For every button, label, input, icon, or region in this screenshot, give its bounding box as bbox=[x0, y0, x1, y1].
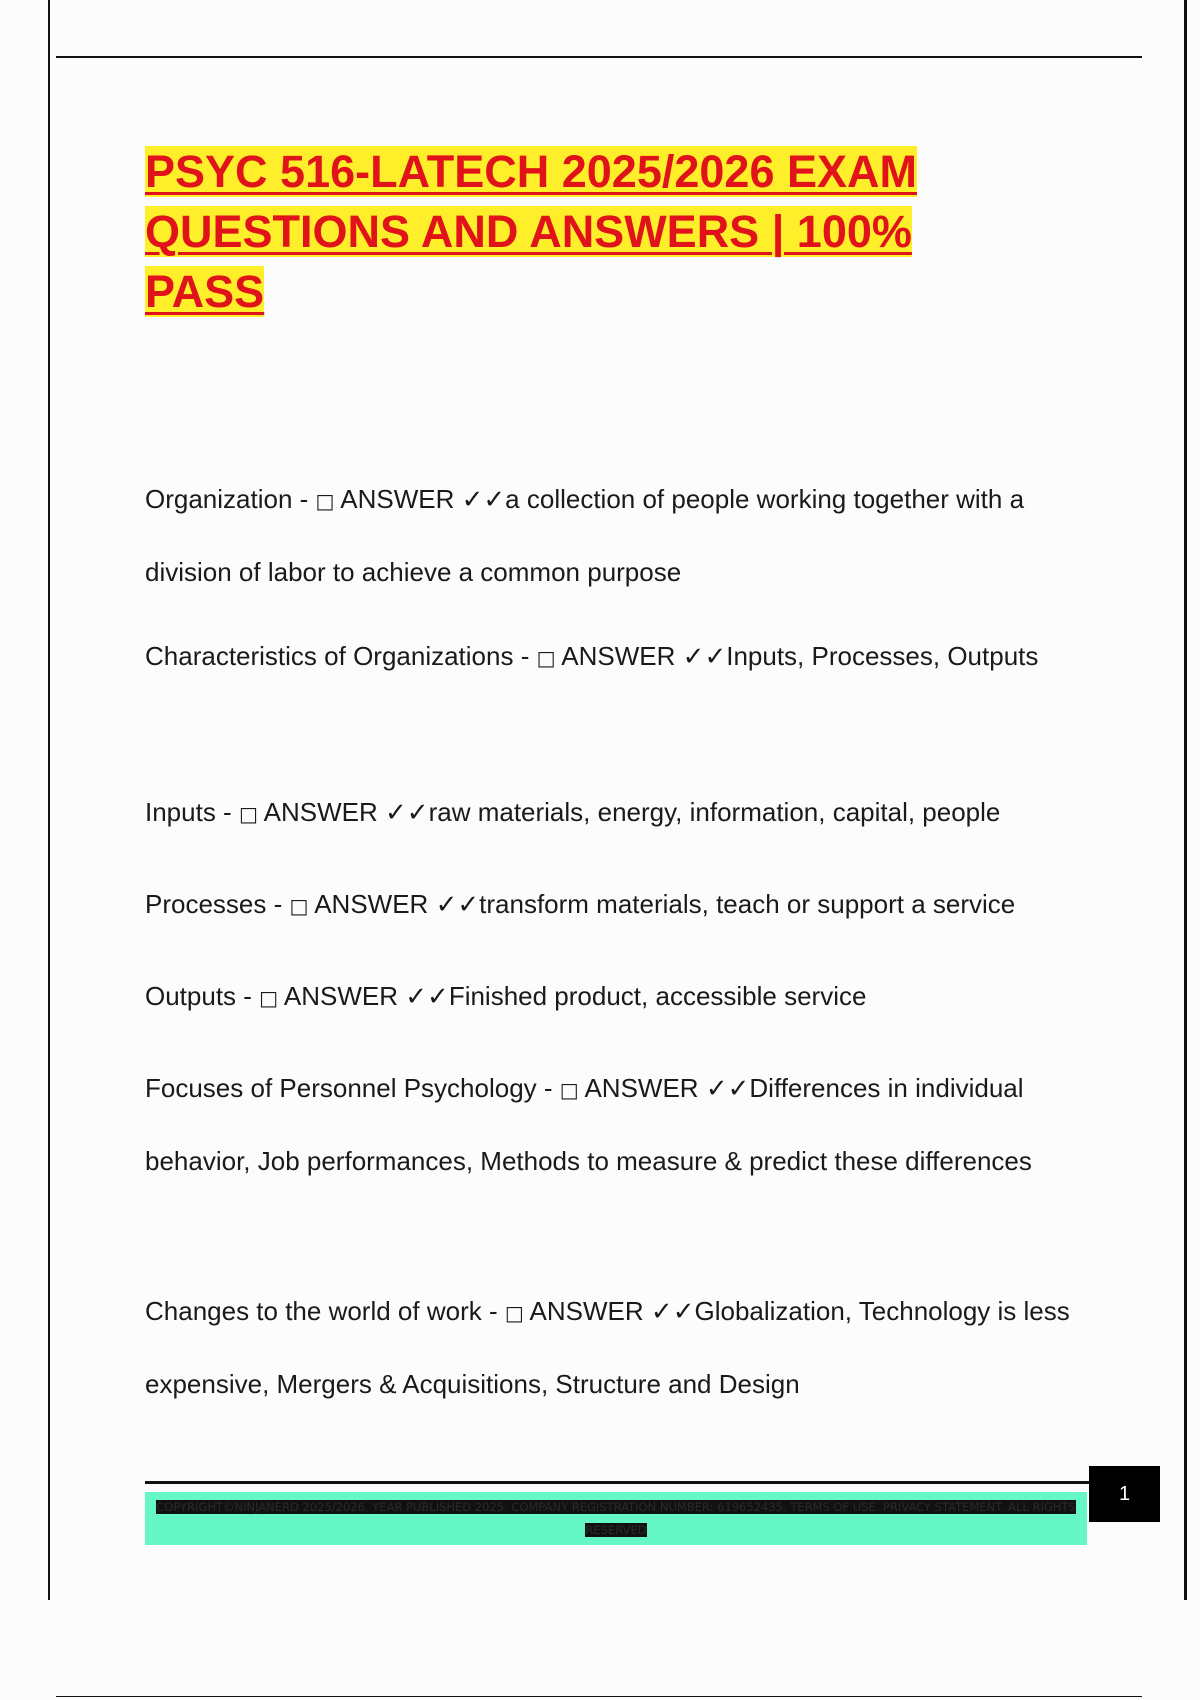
qa-entry: Changes to the world of work - □ ANSWER ✓✓Globalization, Technology is less expensive, Mergers & Acquisitions, Structure and Design bbox=[145, 1296, 1070, 1399]
answer-marker-icon: □ bbox=[504, 1301, 524, 1325]
qa-entry: Focuses of Personnel Psychology - □ ANSWER ✓✓Differences in individual behavior, Job performances, Methods to measure & predict these differences bbox=[145, 1073, 1032, 1176]
title-line-1: PSYC 516-LATECH 2025/2026 EXAM bbox=[145, 146, 917, 197]
qa-term: Outputs bbox=[145, 981, 237, 1011]
qa-entry: Processes - □ ANSWER ✓✓transform materials, teach or support a service bbox=[145, 889, 1016, 920]
double-check-icon: ✓✓ bbox=[705, 1074, 750, 1104]
footer-rule bbox=[145, 1481, 1089, 1484]
qa-entry: Outputs - □ ANSWER ✓✓Finished product, accessible service bbox=[145, 981, 867, 1012]
double-check-icon: ✓✓ bbox=[650, 1297, 695, 1327]
answer-marker-icon: □ bbox=[289, 894, 309, 918]
double-check-icon: ✓✓ bbox=[461, 485, 506, 515]
page-border-right bbox=[1184, 0, 1187, 1600]
qa-term: Processes bbox=[145, 889, 267, 919]
page-border-left bbox=[48, 0, 50, 1600]
header-rule bbox=[56, 56, 1142, 58]
answer-label: ANSWER bbox=[314, 889, 429, 919]
qa-answer: a collection of people working together with a division of labor to achieve a common purpose bbox=[145, 484, 1025, 587]
qa-answer: transform materials, teach or support a service bbox=[479, 889, 1016, 919]
answer-label: ANSWER bbox=[561, 641, 676, 671]
answer-label: ANSWER bbox=[263, 797, 378, 827]
qa-answer: Globalization, Technology is less expensive, Mergers & Acquisitions, Structure and Design bbox=[145, 1296, 1070, 1399]
answer-label: ANSWER bbox=[584, 1073, 699, 1103]
answer-label: ANSWER bbox=[340, 484, 455, 514]
answer-marker-icon: □ bbox=[315, 489, 335, 513]
double-check-icon: ✓✓ bbox=[435, 890, 480, 920]
answer-marker-icon: □ bbox=[259, 986, 279, 1010]
document-title bbox=[145, 142, 1025, 322]
answer-label: ANSWER bbox=[283, 981, 398, 1011]
qa-answer: Finished product, accessible service bbox=[448, 981, 867, 1011]
copyright-band bbox=[145, 1492, 1087, 1545]
qa-answer: Differences in individual behavior, Job performances, Methods to measure & predict these differences bbox=[145, 1073, 1032, 1176]
qa-term: Characteristics of Organizations bbox=[145, 641, 514, 671]
title-line-2: QUESTIONS AND ANSWERS | 100% bbox=[145, 206, 912, 257]
double-check-icon: ✓✓ bbox=[385, 798, 429, 828]
qa-term: Organization bbox=[145, 484, 293, 514]
double-check-icon: ✓✓ bbox=[682, 642, 727, 672]
answer-marker-icon: □ bbox=[559, 1078, 579, 1102]
double-check-icon: ✓✓ bbox=[405, 982, 449, 1012]
qa-term: Inputs bbox=[145, 797, 216, 827]
qa-term: Changes to the world of work bbox=[145, 1296, 482, 1326]
copyright-text: COPYRIGHT©NINJANERD 2025/2026. YEAR PUBLISHED 2025. COMPANY REGISTRATION NUMBER: 619652435. TERMS OF USE. PRIVACY STATEMENT. ALL RIGHTS RESERVED bbox=[156, 1500, 1076, 1537]
qa-answer: Inputs, Processes, Outputs bbox=[726, 641, 1039, 671]
qa-entry: Organization - □ ANSWER ✓✓a collection of people working together with a division of labor to achieve a common purpose bbox=[145, 484, 1025, 587]
qa-answer: raw materials, energy, information, capital, people bbox=[428, 797, 1001, 827]
qa-entry: Characteristics of Organizations - □ ANSWER ✓✓Inputs, Processes, Outputs bbox=[145, 641, 1039, 672]
title-line-3: PASS bbox=[145, 266, 265, 317]
answer-marker-icon: □ bbox=[536, 646, 556, 670]
page-number: 1 bbox=[1089, 1466, 1160, 1522]
next-page-rule bbox=[56, 1696, 1142, 1697]
answer-label: ANSWER bbox=[529, 1296, 644, 1326]
qa-entry: Inputs - □ ANSWER ✓✓raw materials, energy, information, capital, people bbox=[145, 797, 1001, 828]
qa-term: Focuses of Personnel Psychology bbox=[145, 1073, 537, 1103]
answer-marker-icon: □ bbox=[238, 802, 258, 826]
